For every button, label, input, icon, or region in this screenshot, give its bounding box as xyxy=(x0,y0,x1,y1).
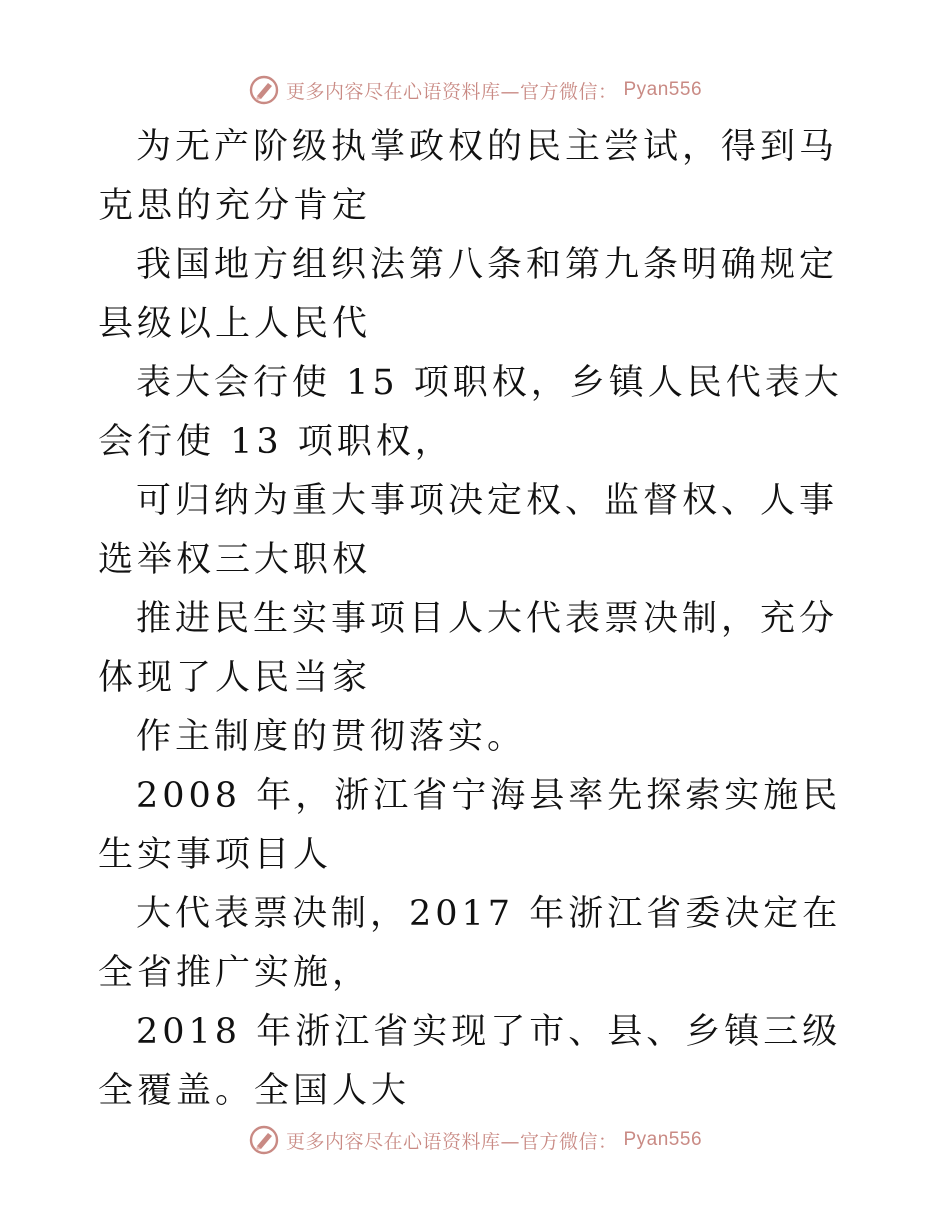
header-watermark xyxy=(0,70,950,110)
paragraph: 大代表票决制，2017 年浙江省委决定在全省推广实施， xyxy=(98,894,842,993)
watermark-wechat-id: Pyan556 xyxy=(623,79,703,100)
footer-watermark xyxy=(0,1120,950,1160)
paragraph: 推进民生实事项目人大代表票决制，充分体现了人民当家 xyxy=(98,599,839,698)
watermark-wechat-id: Pyan556 xyxy=(623,1129,703,1150)
document-body xyxy=(98,118,858,1121)
paragraph: 2018 年浙江省实现了市、县、乡镇三级全覆盖。全国人大 xyxy=(98,1012,842,1111)
pen-logo-icon xyxy=(248,74,280,106)
paragraph: 作主制度的贯彻落实。 xyxy=(136,717,527,757)
paragraph: 我国地方组织法第八条和第九条明确规定县级以上人民代 xyxy=(98,245,839,344)
watermark-text: 更多内容尽在心语资料库—官方微信： xyxy=(285,80,618,103)
watermark-text: 更多内容尽在心语资料库—官方微信： xyxy=(285,1130,618,1153)
paragraph: 为无产阶级执掌政权的民主尝试，得到马克思的充分肯定 xyxy=(98,127,839,226)
paragraph: 2008 年，浙江省宁海县率先探索实施民生实事项目人 xyxy=(98,776,842,875)
paragraph: 可归纳为重大事项决定权、监督权、人事选举权三大职权 xyxy=(98,481,839,580)
paragraph: 表大会行使 15 项职权，乡镇人民代表大会行使 13 项职权， xyxy=(98,363,843,462)
pen-logo-icon xyxy=(248,1124,280,1156)
